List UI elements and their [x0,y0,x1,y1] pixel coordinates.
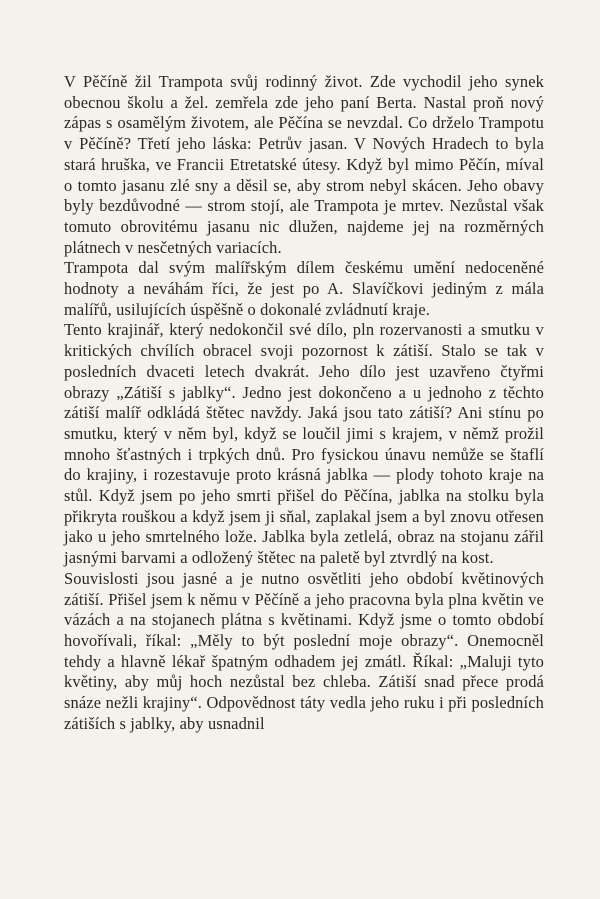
body-text [64,72,544,735]
paragraph-4: Souvislosti jsou jasné a je nutno osvětliti jeho období květinových zátiší. Přišel jsem k němu v Pěčíně a jeho pracovna byla plna květin ve vázách a na stojanech plátna s květinami. Když jsme o tomto období hovořívali, říkal: „Měly to být poslední moje obrazy“. Onemocněl tehdy a hlavně lékař špatným odhadem jej zmátl. Říkal: „Maluji tyto květiny, aby můj hoch nezůstal bez chleba. Zátiší snad přece prodá snáze nežli krajiny“. Odpovědnost táty vedla jeho ruku i při posledních zátiších s jablky, aby usnadnil [64,568,544,733]
paragraph-3: Tento krajinář, který nedokončil své dílo, pln rozervanosti a smutku v kritických chvílích obracel svoji pozornost k zátiší. Stalo se tak v posledních dvaceti letech dvakrát. Jeho dílo jest uzavřeno čtyřmi obrazy „Zátiší s jablky“. Jedno jest dokončeno a u jednoho z těchto zátiší malíř odkládá štětec navždy. Jaká jsou tato zátiší? Ani stínu po smutku, který v něm byl, když se loučil jimi s krajem, v němž prožil mnoho šťastných i trpkých dnů. Pro fysickou únavu nemůže se štaflí do krajiny, i rozestavuje proto krásná jablka — plody tohoto kraje na stůl. Když jsem po jeho smrti přišel do Pěčína, jablka na stolku byla přikryta rouškou a když jsem ji sňal, zaplakal jsem a byl znovu otřesen jako u jeho smrtelného lože. Jablka byla zetlelá, obraz na stojanu zářil jasnými barvami a odložený štětec na paletě byl ztvrdlý na kost. [64,320,544,568]
paragraph-2: Trampota dal svým malířským dílem českému umění nedoceněné hodnoty a neváhám říci, že jest po A. Slavíčkovi jediným z mála malířů, usilujících úspěšně o dokonalé zvládnutí kraje. [64,258,544,319]
paragraph-1: V Pěčíně žil Trampota svůj rodinný život. Zde vychodil jeho synek obecnou školu a žel. zemřela zde jeho paní Berta. Nastal proň nový zápas s osamělým životem, ale Pěčína se nevzdal. Co drželo Trampotu v Pěčíně? Třetí jeho láska: Petrův jasan. V Nových Hradech to byla stará hruška, ve Francii Etretatské útesy. Když byl mimo Pěčín, míval o tomto jasanu zlé sny a děsil se, aby strom nebyl skácen. Jeho obavy byly bezdůvodné — strom stojí, ale Trampota je mrtev. Nezůstal však tomuto obrovitému jasanu nic dlužen, najdeme jej na rozměrných plátnech v nesčetných variacích. [64,72,544,257]
